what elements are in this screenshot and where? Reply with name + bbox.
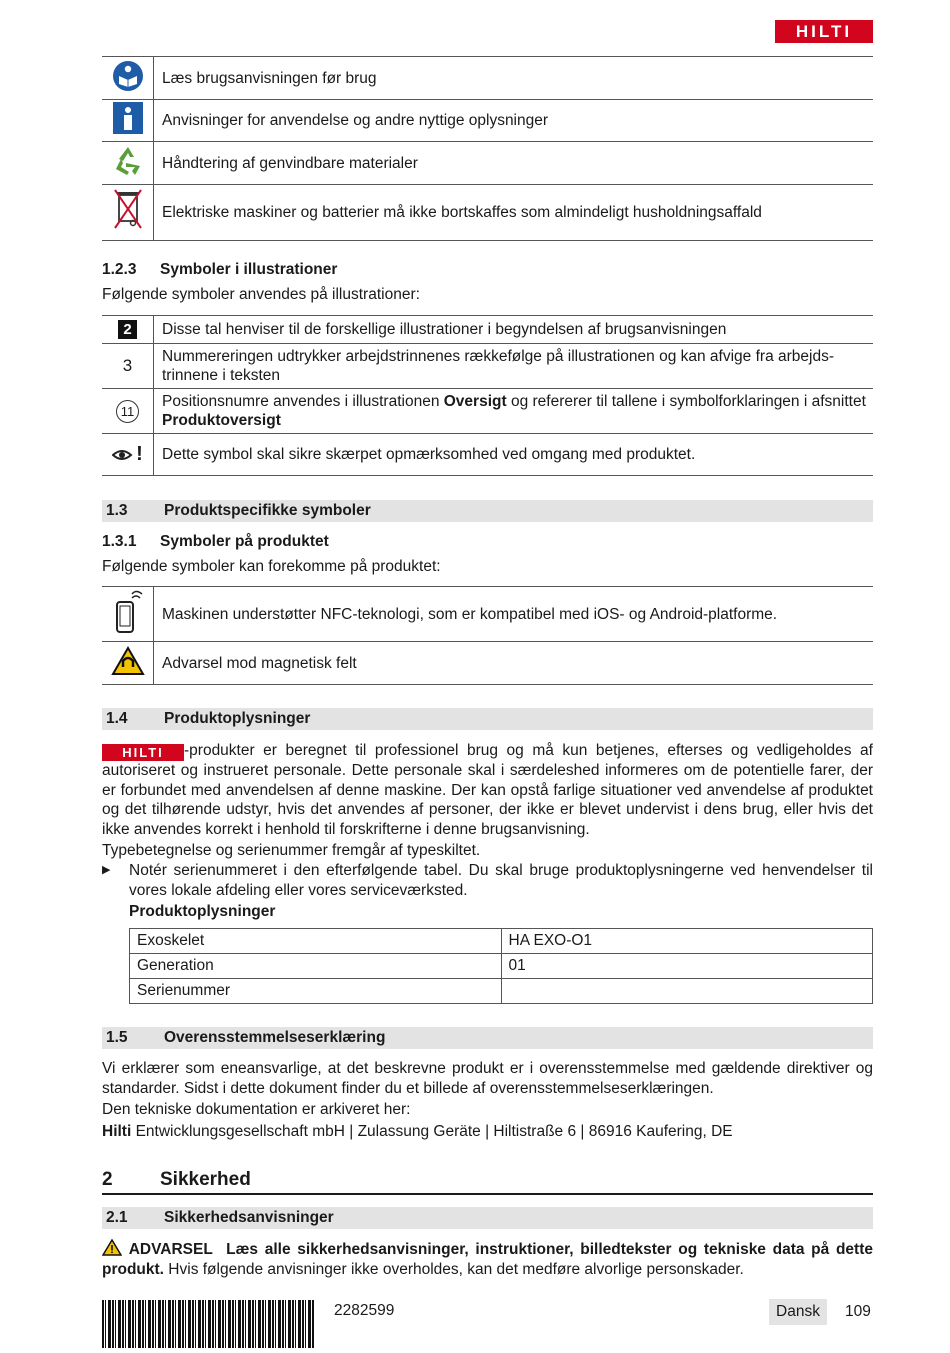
recycle-icon bbox=[102, 142, 154, 185]
table-cell: 01 bbox=[501, 954, 873, 979]
hilti-inline-logo: HILTI bbox=[102, 744, 184, 761]
section-heading: 1.2.3 Symboler i illustrationer bbox=[102, 261, 338, 278]
warning-paragraph: ADVARSEL Læs alle sikkerhedsanvisninger, instruktioner, billedtekster og tekniske data på dette produkt. Hvis følgende anvisninger ikke overholdes, kan det medføre alvorlige personskader. bbox=[102, 1241, 873, 1278]
table-cell: Dette symbol skal sikre skærpet opmærksomhed ved omgang med produktet. bbox=[154, 434, 874, 476]
illustration-symbols-table bbox=[102, 315, 873, 476]
table-row bbox=[130, 929, 873, 954]
section-heading: 1.3.1 Symboler på produktet bbox=[102, 533, 329, 550]
paragraph: Den tekniske dokumentation er arkiveret her: bbox=[102, 1101, 411, 1118]
product-info-table bbox=[129, 928, 873, 1004]
paragraph: Følgende symboler anvendes på illustrationer: bbox=[102, 286, 420, 303]
bullet-text: Notér serienummeret i den efterfølgende tabel. Du skal bruge produktoplysningerne ved henvendelser til vores lokale afdeling eller vores serviceværksted. bbox=[129, 862, 873, 899]
table-cell: Maskinen understøtter NFC-teknologi, som er kompatibel med iOS- og Android-platforme. bbox=[154, 587, 874, 642]
table-title: Produktoplysninger bbox=[129, 903, 276, 920]
read-manual-icon bbox=[102, 57, 154, 100]
info-icon bbox=[102, 100, 154, 142]
barcode bbox=[102, 1300, 314, 1348]
serial-number-field bbox=[501, 979, 873, 1004]
table-row bbox=[102, 587, 873, 642]
table-row bbox=[102, 389, 873, 434]
table-cell: Anvisninger for anvendelse og andre nyttige oplysninger bbox=[154, 100, 874, 142]
paragraph: Vi erklærer som eneansvarlige, at det beskrevne produkt er i overensstemmelse med gældende direktiver og standarder. Sidst i dette dokument finder du et billede af overensstemmelseserklæringen. bbox=[102, 1060, 873, 1097]
table-row bbox=[102, 100, 873, 142]
page-number: 109 bbox=[845, 1303, 871, 1320]
paragraph: Typebetegnelse og serienummer fremgår af typeskiltet. bbox=[102, 842, 481, 859]
section-heading-band: 1.5 Overensstemmelseserklæring bbox=[102, 1027, 873, 1049]
table-row bbox=[102, 316, 873, 344]
document-number: 2282599 bbox=[334, 1302, 395, 1319]
table-row bbox=[102, 434, 873, 476]
table-cell: HA EXO-O1 bbox=[501, 929, 873, 954]
figure-number-icon: 2 bbox=[102, 316, 154, 344]
table-cell: Positionsnumre anvendes i illustrationen Oversigt og refererer til tallene i symbolforklaringen i afsnittet Produktoversigt bbox=[154, 389, 874, 434]
paragraph: Følgende symboler kan forekomme på produktet: bbox=[102, 558, 441, 575]
table-cell: Advarsel mod magnetisk felt bbox=[154, 642, 874, 685]
chapter-heading: 2 Sikkerhed bbox=[102, 1166, 873, 1195]
position-number-icon: 11 bbox=[102, 389, 154, 434]
table-row bbox=[102, 344, 873, 389]
section-heading-band: 1.4 Produktoplysninger bbox=[102, 708, 873, 730]
table-row bbox=[102, 57, 873, 100]
step-number-icon: 3 bbox=[102, 344, 154, 389]
paragraph: HILTI -produkter er beregnet til professionel brug og må kun betjenes, efterses og vedligeholdes af autoriseret og instrueret personale. Dette personale skal i særdeleshed informeres om de potentielle farer, der er forbundet med anvendelsen af denne maskine. Der kan opstå farlige situationer ved anvendelse af produktet og det tilhørende udstyr, hvis det anvendes af personer, der ikke er blevet undervist i dens brug, eller hvis det ikke anvendes korrekt i henhold til forskrifterne i denne brugsanvisning. bbox=[102, 742, 873, 838]
table-cell: Disse tal henviser til de forskellige illustrationer i begyndelsen af brugsanvisningen bbox=[154, 316, 874, 344]
table-cell: Serienummer bbox=[130, 979, 502, 1004]
table-row bbox=[130, 954, 873, 979]
bullet-arrow-icon: ▶ bbox=[102, 864, 111, 876]
warning-triangle-icon bbox=[102, 1239, 122, 1256]
magnetic-warning-icon bbox=[102, 642, 154, 685]
nfc-phone-icon bbox=[102, 587, 154, 642]
table-cell: Nummereringen udtrykker arbejdstrinnenes rækkefølge på illustrationen og kan afvige fra arbejds-trinnene i teksten bbox=[154, 344, 874, 389]
attention-eye-icon: ! bbox=[102, 434, 154, 476]
hilti-logo: HILTI bbox=[775, 20, 873, 43]
product-symbols-table bbox=[102, 586, 873, 685]
table-cell: Generation bbox=[130, 954, 502, 979]
table-row bbox=[102, 185, 873, 241]
table-row bbox=[130, 979, 873, 1004]
address: Hilti Entwicklungsgesellschaft mbH | Zulassung Geräte | Hiltistraße 6 | 86916 Kaufering, DE bbox=[102, 1123, 733, 1140]
table-cell: Elektriske maskiner og batterier må ikke bortskaffes som almindeligt husholdningsaffald bbox=[154, 185, 874, 241]
crossed-bin-icon bbox=[102, 185, 154, 241]
language-label: Dansk bbox=[769, 1299, 827, 1325]
table-row bbox=[102, 142, 873, 185]
symbols-table bbox=[102, 56, 873, 241]
section-heading-band: 2.1 Sikkerhedsanvisninger bbox=[102, 1207, 873, 1229]
section-heading-band: 1.3 Produktspecifikke symboler bbox=[102, 500, 873, 522]
table-cell: Exoskelet bbox=[130, 929, 502, 954]
table-cell: Håndtering af genvindbare materialer bbox=[154, 142, 874, 185]
table-cell: Læs brugsanvisningen før brug bbox=[154, 57, 874, 100]
table-row bbox=[102, 642, 873, 685]
